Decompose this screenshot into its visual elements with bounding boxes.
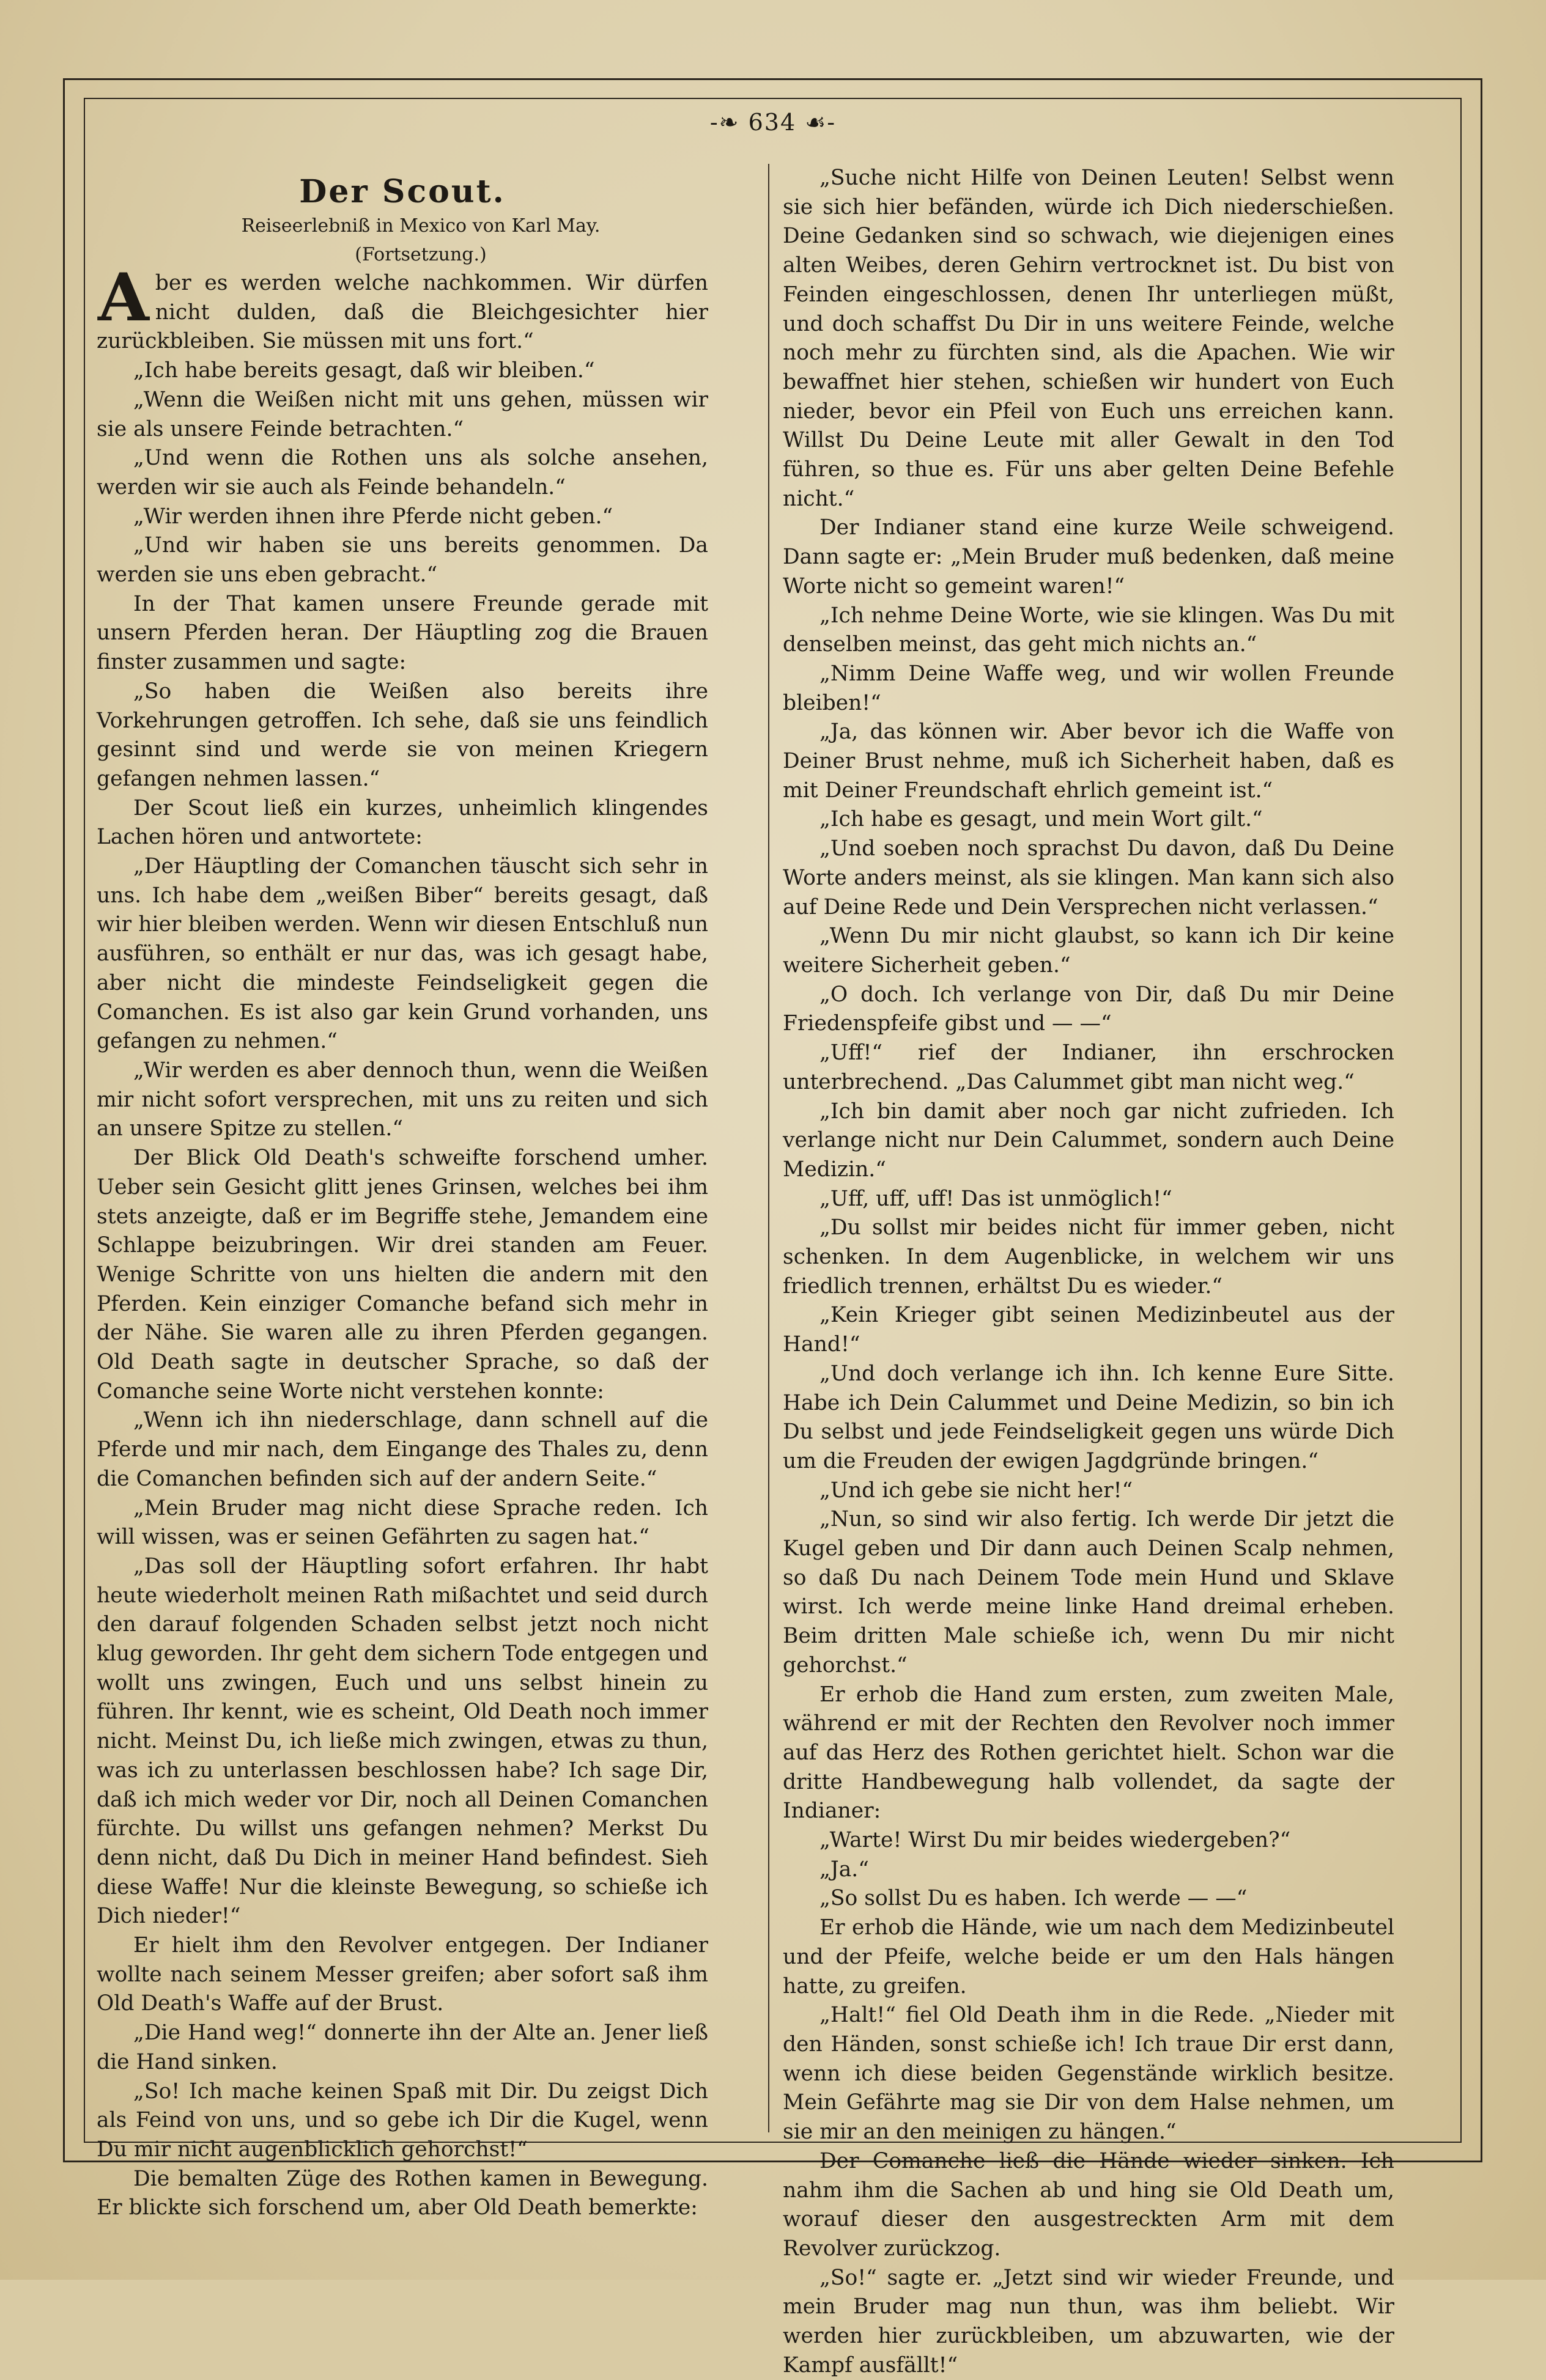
paragraph: „Halt!“ fiel Old Death ihm in die Rede. „Nieder mit den Händen, sonst schieße ich! Ich traue Dir erst dann, wenn ich diese beiden Gegenstände wirklich besitze. Mein Gefährte mag sie Dir von dem Halse nehmen, um sie mir an den meinigen zu hängen.“ — [783, 2003, 1394, 2145]
paragraph: Er erhob die Hände, wie um nach dem Medizinbeutel und der Pfeife, welche beide er um den Hals hängen hatte, zu greifen. — [783, 1915, 1394, 1999]
paragraph: „Wenn die Weißen nicht mit uns gehen, müssen wir sie als unsere Feinde betrachten.“ — [97, 387, 708, 441]
paragraph: „Uff!“ rief der Indianer, ihn erschrocken unterbrechend. „Das Calummet gibt man nicht weg.“ — [783, 1041, 1394, 1094]
paragraph: „So! Ich mache keinen Spaß mit Dir. Du zeigst Dich als Feind von uns, und so gebe ich Dir die Kugel, wenn Du mir nicht augenblicklich gehorchst!“ — [97, 2079, 708, 2162]
paragraph: „Die Hand weg!“ donnerte ihn der Alte an. Jener ließ die Hand sinken. — [97, 2021, 708, 2074]
paragraph: „Das soll der Häuptling sofort erfahren. Ihr habt heute wiederholt meinen Rath mißachtet und seid durch den darauf folgenden Schaden selbst jetzt noch nicht klug geworden. Ihr geht dem sichern Tode entgegen und wollt uns zwingen, Euch und uns selbst hinein zu führen. Ihr kennt, wie es scheint, Old Death noch immer nicht. Meinst Du, ich ließe mich zwingen, etwas zu thun, was ich zu unterlassen beschlossen habe? Ich sage Dir, daß ich mich weder vor Dir, noch all Deinen Comanchen fürchte. Du willst uns gefangen nehmen? Merkst Du denn nicht, daß Du Dich in meiner Hand befindest. Sieh diese Waffe! Nur die kleinste Bewegung, so schieße ich Dich nieder!“ — [97, 1553, 708, 1929]
paragraph: „Uff, uff, uff! Das ist unmöglich!“ — [819, 1186, 1172, 1211]
continuation-note: (Fortsetzung.) — [355, 244, 487, 265]
paragraph: „Ich nehme Deine Worte, wie sie klingen. Was Du mit denselben meinst, das geht mich nichts an.“ — [783, 603, 1394, 657]
paragraph: „Und wir haben sie uns bereits genommen. Da werden sie uns eben gebracht.“ — [97, 533, 708, 588]
paragraph: „Und doch verlange ich ihn. Ich kenne Eure Sitte. Habe ich Dein Calummet und Deine Medizin, so bin ich Du selbst und jede Feindseligkeit gegen uns würde Dich um die Freuden der ewigen Jagdgründe bringen.“ — [783, 1361, 1394, 1473]
ornament-right-icon: ☙- — [796, 109, 837, 136]
page-number-value: 634 — [748, 109, 797, 136]
paragraph — [97, 259, 708, 356]
paragraph: „Wir werden ihnen ihre Pferde nicht geben.“ — [133, 504, 613, 529]
right-column — [783, 164, 1394, 2378]
paragraph: „Mein Bruder mag nicht diese Sprache reden. Ich will wissen, was er seinen Gefährten zu sagen hat.“ — [97, 1495, 708, 1550]
paragraph: „Ja.“ — [819, 1857, 869, 1882]
paragraph: „Und soeben noch sprachst Du davon, daß Du Deine Worte anders meinst, als sie klingen. Man kann sich also auf Deine Rede und Dein Versprechen nicht verlassen.“ — [783, 836, 1394, 919]
paragraph: „Nun, so sind wir also fertig. Ich werde Dir jetzt die Kugel geben und Dir dann auch Deinen Scalp nehmen, so daß Du nach Deinem Tode mein Hund und Sklave wirst. Ich werde meine linke Hand dreimal erheben. Beim dritten Male schieße ich, wenn Du mir nicht gehorchst.“ — [783, 1507, 1394, 1678]
drop-cap: A — [98, 259, 149, 336]
paragraph: „Ich habe bereits gesagt, daß wir bleiben.“ — [133, 358, 595, 383]
paragraph: Der Comanche ließ die Hände wieder sinken. Ich nahm ihm die Sachen ab und hing sie Old Death um, worauf dieser den ausgestreckten Arm mit dem Revolver zurückzog. — [783, 2148, 1394, 2261]
paragraph: „Du sollst mir beides nicht für immer geben, nicht schenken. In dem Augenblicke, in welchem wir uns friedlich trennen, erhältst Du es wieder.“ — [783, 1215, 1394, 1299]
paragraph: In der That kamen unsere Freunde gerade mit unsern Pferden heran. Der Häuptling zog die Brauen finster zusammen und sagte: — [97, 591, 708, 675]
left-column — [97, 164, 708, 2220]
paragraph: „So sollst Du es haben. Ich werde — —“ — [819, 1886, 1248, 1911]
ornament-left-icon: -❧ — [709, 109, 749, 136]
paragraph: „Ja, das können wir. Aber bevor ich die Waffe von Deiner Brust nehme, muß ich Sicherheit haben, daß es mit Deiner Freundschaft ehrlich gemeint ist.“ — [783, 720, 1394, 803]
paragraph: „Suche nicht Hilfe von Deinen Leuten! Selbst wenn sie sich hier befänden, würde ich Dich niederschießen. Deine Gedanken sind so schwach, wie diejenigen eines alten Weibes, deren Gehirn vertrocknet ist. Du bist von Feinden eingeschlossen, denen Ihr unterliegen müßt, und doch schaffst Du Dir in uns weitere Feinde, welche noch mehr zu fürchten sind, als die Apachen. Wie wir bewaffnet hier stehen, schießen wir hundert von Euch nieder, bevor ein Pfeil von Euch uns erreichen kann. Willst Du Deine Leute mit aller Gewalt in den Tod führen, so thue es. Für uns aber gelten Deine Befehle nicht.“ — [783, 166, 1394, 511]
paragraph: „So!“ sagte er. „Jetzt sind wir wieder Freunde, und mein Bruder mag nun thun, was ihm beliebt. Wir werden hier zurückbleiben, um abzuwarten, wie der Kampf ausfällt!“ — [783, 2265, 1394, 2378]
paragraph: „Wenn Du mir nicht glaubst, so kann ich Dir keine weitere Sicherheit geben.“ — [783, 924, 1394, 978]
article-title: Der Scout. — [299, 173, 506, 210]
paragraph: „Wir werden es aber dennoch thun, wenn die Weißen mir nicht sofort versprechen, mit uns zu reiten und sich an unsere Spitze zu stellen.“ — [97, 1058, 708, 1141]
paragraph: „Und wenn die Rothen uns als solche ansehen, werden wir sie auch als Feinde behandeln.“ — [97, 446, 708, 499]
paragraph: „Ich habe es gesagt, und mein Wort gilt.“ — [819, 807, 1263, 832]
paragraph: Die bemalten Züge des Rothen kamen in Bewegung. Er blickte sich forschend um, aber Old Death bemerkte: — [97, 2166, 708, 2220]
paragraph: „Wenn ich ihn niederschlage, dann schnell auf die Pferde und mir nach, dem Eingange des Thales zu, denn die Comanchen befinden sich auf der andern Seite.“ — [97, 1408, 708, 1491]
paragraph-text: ber es werden welche nachkommen. Wir dürfen nicht dulden, daß die Bleichgesichter hier zurückbleiben. Sie müssen mit uns fort.“ — [97, 271, 708, 354]
article-subtitle: Reiseerlebniß in Mexico von Karl May. — [241, 215, 601, 237]
paragraph: Der Blick Old Death's schweifte forschend umher. Ueber sein Gesicht glitt jenes Grinsen, welches bei ihm stets anzeigte, daß er im Begriffe stehe, Jemandem eine Schlappe beizubringen. Wir drei standen am Feuer. Wenige Schritte von uns hielten die andern mit den Pferden. Kein einziger Comanche befand sich mehr in der Nähe. Sie waren alle zu ihren Pferden gegangen. Old Death sagte in deutscher Sprache, so daß der Comanche seine Worte nicht verstehen konnte: — [97, 1146, 708, 1404]
paragraph: „Der Häuptling der Comanchen täuscht sich sehr in uns. Ich habe dem „weißen Biber“ bereits gesagt, daß wir hier bleiben werden. Wenn wir diesen Entschluß nun ausführen, so enthält er nur das, was ich gesagt habe, aber nicht die mindeste Feindseligkeit gegen die Comanchen. Es ist also gar kein Grund vorhanden, uns gefangen zu nehmen.“ — [97, 854, 708, 1054]
paragraph: „So haben die Weißen also bereits ihre Vorkehrungen getroffen. Ich sehe, daß sie uns feindlich gesinnt sind und werde sie von meinen Kriegern gefangen nehmen lassen.“ — [97, 679, 708, 791]
paragraph: „Warte! Wirst Du mir beides wiedergeben?“ — [819, 1828, 1291, 1853]
paragraph: Er erhob die Hand zum ersten, zum zweiten Male, während er mit der Rechten den Revolver noch immer auf das Herz des Rothen gerichtet hielt. Schon war die dritte Handbewegung halb vollendet, da sagte der Indianer: — [783, 1682, 1394, 1824]
paragraph: Er hielt ihm den Revolver entgegen. Der Indianer wollte nach seinem Messer greifen; aber sofort saß ihm Old Death's Waffe auf der Brust. — [97, 1933, 708, 2016]
paragraph: „O doch. Ich verlange von Dir, daß Du mir Deine Friedenspfeife gibst und — —“ — [783, 982, 1394, 1036]
column-divider — [768, 164, 769, 2132]
paragraph: Der Indianer stand eine kurze Weile schweigend. Dann sagte er: „Mein Bruder muß bedenken, daß meine Worte nicht so gemeint waren!“ — [783, 515, 1394, 599]
paragraph: „Nimm Deine Waffe weg, und wir wollen Freunde bleiben!“ — [783, 661, 1394, 715]
paragraph: „Kein Krieger gibt seinen Medizinbeutel aus der Hand!“ — [783, 1303, 1394, 1357]
page-number — [673, 109, 873, 136]
paragraph: Der Scout ließ ein kurzes, unheimlich klingendes Lachen hören und antwortete: — [97, 795, 708, 850]
paragraph: „Ich bin damit aber noch gar nicht zufrieden. Ich verlange nicht nur Dein Calummet, sondern auch Deine Medizin.“ — [783, 1099, 1394, 1182]
paragraph: „Und ich gebe sie nicht her!“ — [819, 1478, 1133, 1503]
